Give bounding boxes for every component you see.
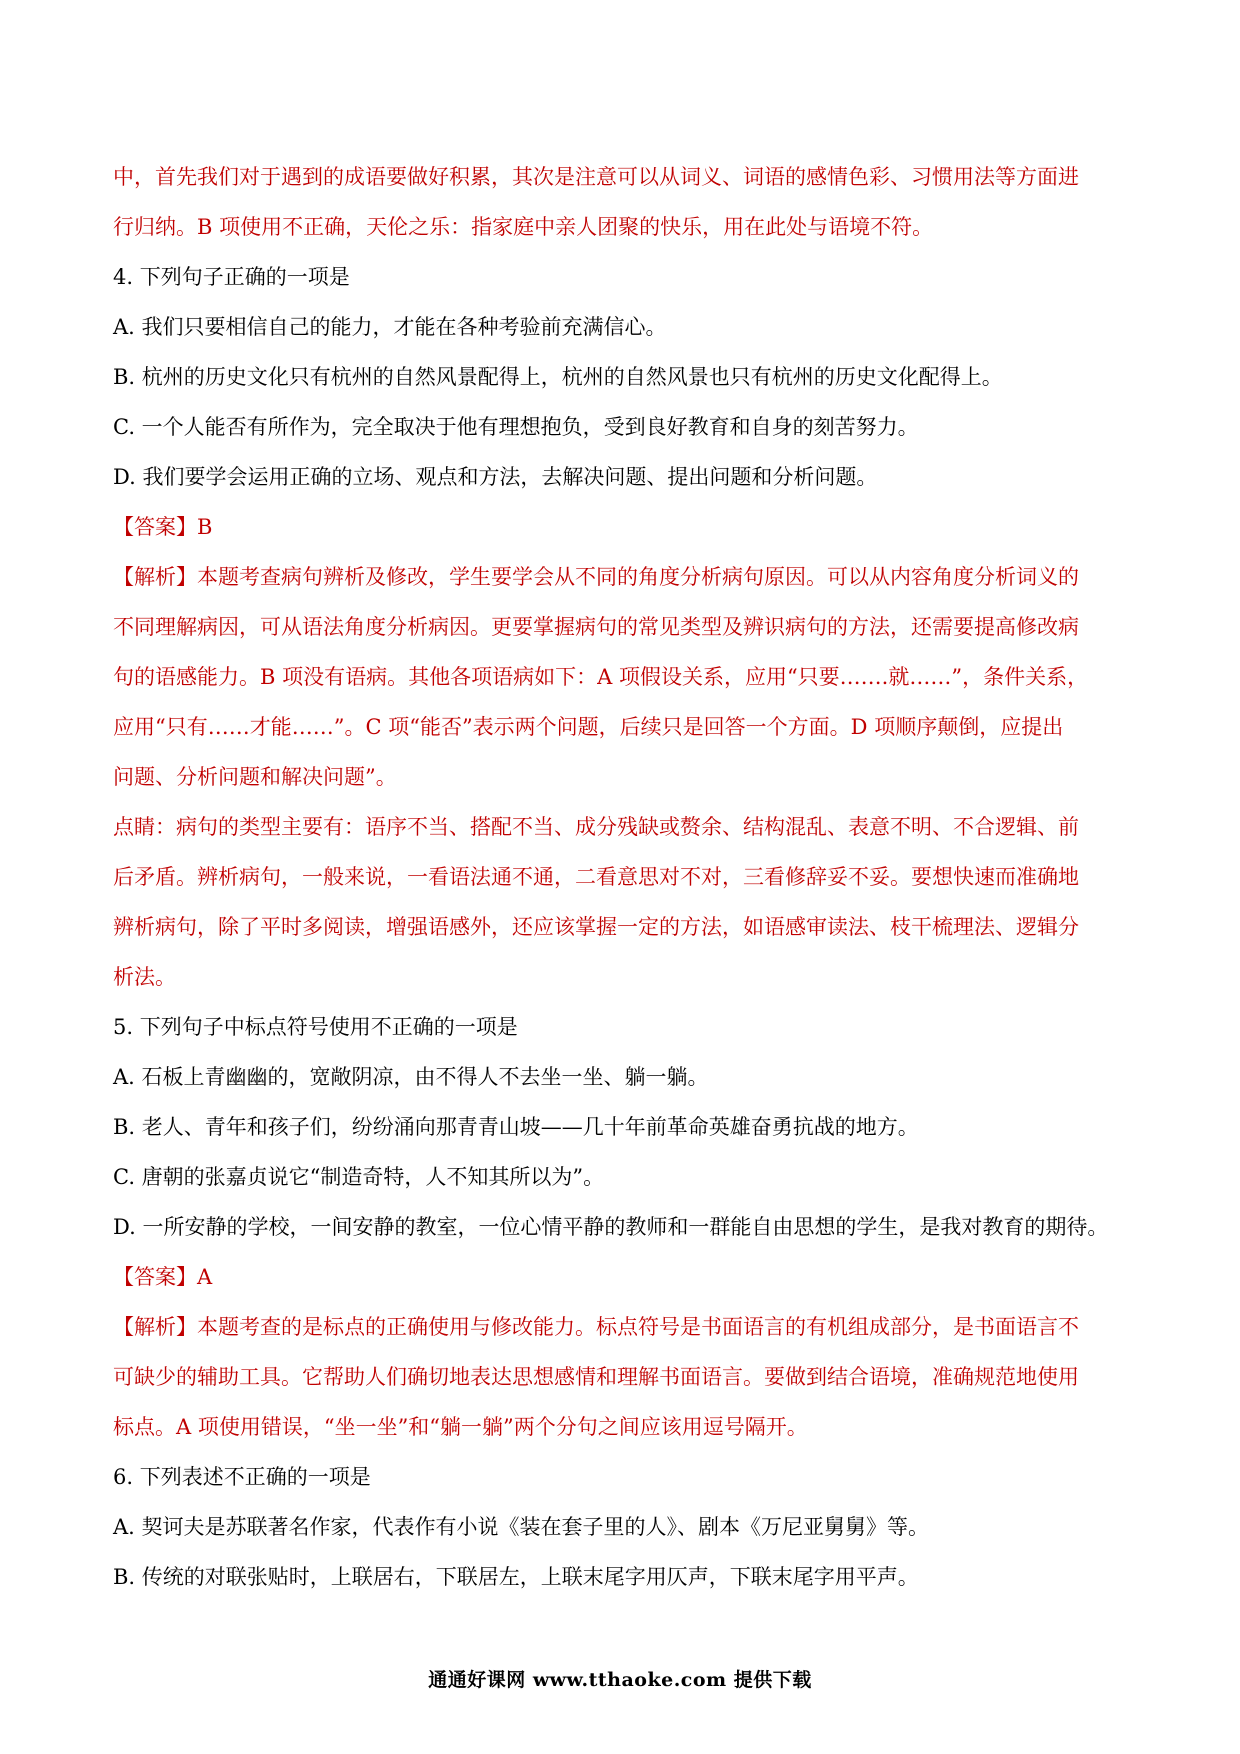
question-4-option-d: D. 我们要学会运用正确的立场、观点和方法，去解决问题、提出问题和分析问题。 <box>113 465 878 489</box>
question-4-analysis-line: 问题、分析问题和解决问题”。 <box>113 765 397 789</box>
question-6-option-a: A. 契诃夫是苏联著名作家，代表作有小说《装在套子里的人》、剧本《万尼亚舅舅》等。 <box>113 1515 930 1539</box>
question-4-analysis-line: 【解析】本题考查病句辨析及修改，学生要学会从不同的角度分析病句原因。可以从内容角度分析词义的 <box>113 565 1079 589</box>
question-6-stem: 6. 下列表述不正确的一项是 <box>113 1465 371 1489</box>
question-5-answer: 【答案】A <box>113 1265 213 1289</box>
question-4-tip-line: 点睛：病句的类型主要有：语序不当、搭配不当、成分残缺或赘余、结构混乱、表意不明、不合逻辑、前 <box>113 815 1079 839</box>
question-4-option-b: B. 杭州的历史文化只有杭州的自然风景配得上，杭州的自然风景也只有杭州的历史文化配得上。 <box>113 365 1003 389</box>
analysis-line: 行归纳。B 项使用不正确，天伦之乐：指家庭中亲人团聚的快乐，用在此处与语境不符。 <box>113 215 934 239</box>
question-4-option-c: C. 一个人能否有所作为，完全取决于他有理想抱负，受到良好教育和自身的刻苦努力。 <box>113 415 919 439</box>
question-5-option-d: D. 一所安静的学校，一间安静的教室，一位心情平静的教师和一群能自由思想的学生，是我对教育的期待。 <box>113 1215 1109 1239</box>
question-5-stem: 5. 下列句子中标点符号使用不正确的一项是 <box>113 1015 518 1039</box>
question-4-analysis-line: 不同理解病因，可从语法角度分析病因。更要掌握病句的常见类型及辨识病句的方法，还需要提高修改病 <box>113 615 1079 639</box>
question-4-analysis-line: 句的语感能力。B 项没有语病。其他各项语病如下：A 项假设关系，应用“只要…….就……”，条件关系， <box>113 665 1089 689</box>
question-5-option-a: A. 石板上青幽幽的，宽敞阴凉，由不得人不去坐一坐、躺一躺。 <box>113 1065 709 1089</box>
question-5-option-c: C. 唐朝的张嘉贞说它“制造奇特，人不知其所以为”。 <box>113 1165 605 1189</box>
question-5-analysis-line: 【解析】本题考查的是标点的正确使用与修改能力。标点符号是书面语言的有机组成部分，是书面语言不 <box>113 1315 1079 1339</box>
question-4-tip-line: 辨析病句，除了平时多阅读，增强语感外，还应该掌握一定的方法，如语感审读法、枝干梳理法、逻辑分 <box>113 915 1079 939</box>
question-4-answer: 【答案】B <box>113 515 213 539</box>
document-body <box>113 152 1133 1602</box>
page-footer: 通通好课网 www.tthaoke.com 提供下载 <box>428 1669 812 1691</box>
question-4-tip-line: 后矛盾。辨析病句，一般来说，一看语法通不通，二看意思对不对，三看修辞妥不妥。要想快速而准确地 <box>113 865 1079 889</box>
question-4-stem: 4. 下列句子正确的一项是 <box>113 265 350 289</box>
question-4-analysis-line: 应用“只有……才能……”。C 项“能否”表示两个问题，后续只是回答一个方面。D 项顺序颠倒，应提出 <box>113 715 1064 739</box>
question-4-option-a: A. 我们只要相信自己的能力，才能在各种考验前充满信心。 <box>113 315 667 339</box>
question-5-option-b: B. 老人、青年和孩子们，纷纷涌向那青青山坡——几十年前革命英雄奋勇抗战的地方。 <box>113 1115 919 1139</box>
question-5-analysis-line: 标点。A 项使用错误，“坐一坐”和“躺一躺”两个分句之间应该用逗号隔开。 <box>113 1415 808 1439</box>
question-6-option-b: B. 传统的对联张贴时，上联居右，下联居左，上联末尾字用仄声，下联末尾字用平声。 <box>113 1565 919 1589</box>
question-4-tip-line: 析法。 <box>113 965 176 989</box>
analysis-line: 中，首先我们对于遇到的成语要做好积累，其次是注意可以从词义、词语的感情色彩、习惯用法等方面进 <box>113 165 1079 189</box>
question-5-analysis-line: 可缺少的辅助工具。它帮助人们确切地表达思想感情和理解书面语言。要做到结合语境，准确规范地使用 <box>113 1365 1079 1389</box>
